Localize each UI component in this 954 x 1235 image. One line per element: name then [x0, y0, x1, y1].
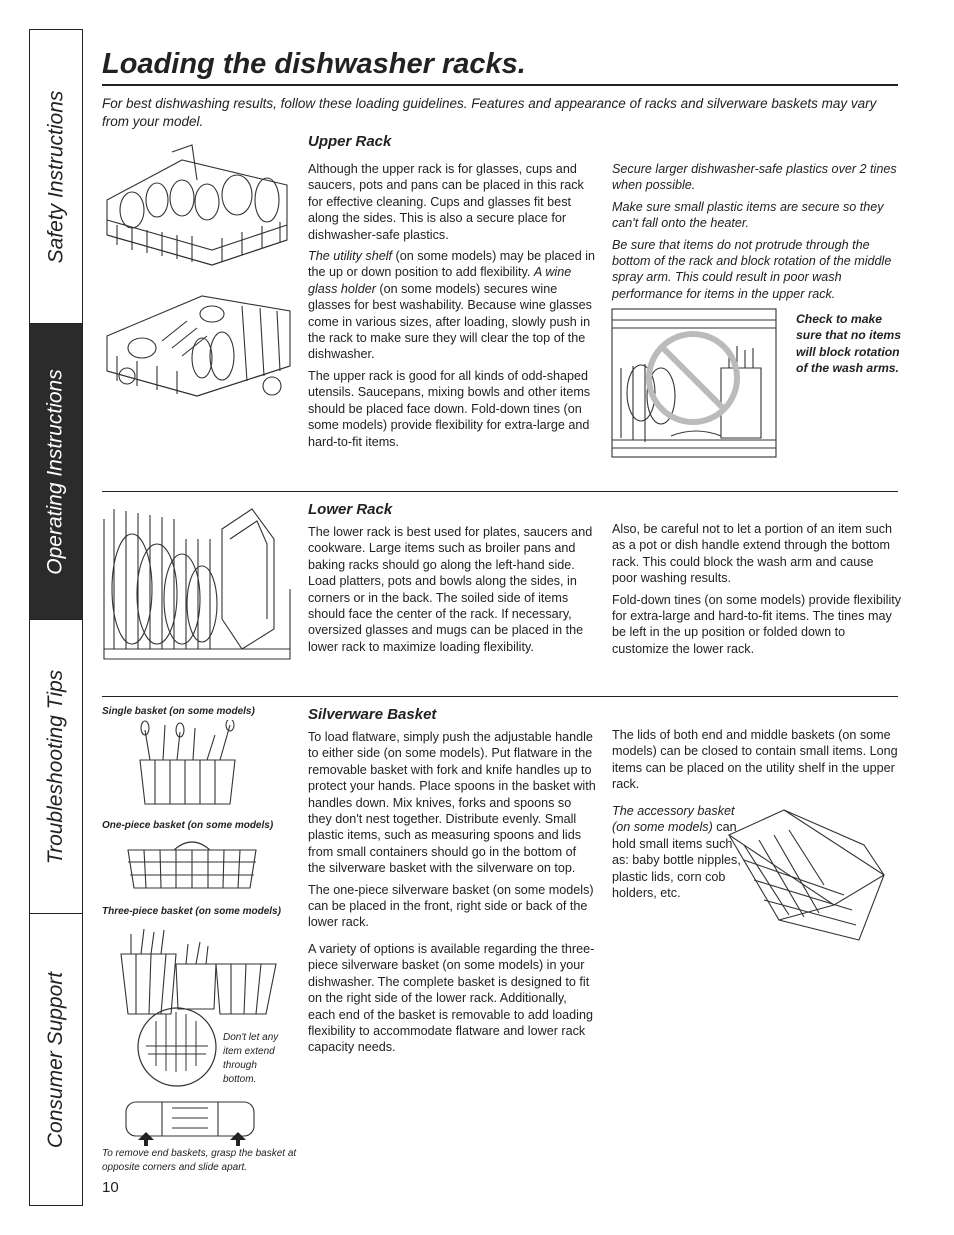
utility-shelf-term: The utility shelf	[308, 249, 392, 264]
tab-safety-instructions[interactable]	[30, 30, 82, 324]
end-basket-removal-illustration	[122, 1098, 258, 1146]
upper-rack-tips	[612, 161, 902, 307]
section-divider	[102, 491, 898, 492]
tab-label: Safety Instructions	[44, 90, 67, 263]
lower-rack-tips	[612, 521, 902, 662]
single-basket-caption: Single basket (on some models)	[102, 706, 255, 717]
upper-rack-paragraph-1: Although the upper rack is for glasses, cups and saucers, pots and pans can be placed in this rack for effective cleaning. Cups and glasses fit best along the sides. This is also a secure place for dishwasher-safe plastics.	[308, 162, 584, 242]
wine-glass-holder-term: A wine glass holder	[308, 265, 572, 296]
basket-bottom-closeup-illustration	[136, 1006, 218, 1088]
one-piece-basket-illustration	[124, 838, 260, 892]
wine-glass-holder-illustration	[102, 286, 292, 398]
upper-rack-text	[308, 161, 596, 455]
tip-protrude: Be sure that items do not protrude through the bottom of the rack and block rotation of the middle spray arm. This could result in poor wash performance for items in the upper rack.	[612, 237, 892, 301]
upper-rack-illustration	[102, 140, 292, 268]
tip-small-plastics: Make sure small plastic items are secure so they can't fall onto the heater.	[612, 199, 884, 231]
silverware-text	[308, 729, 596, 1061]
three-piece-basket-caption: Three-piece basket (on some models)	[102, 906, 281, 917]
remove-end-baskets-caption: To remove end baskets, grasp the basket at opposite corners and slide apart.	[102, 1148, 297, 1173]
tab-label: Operating Instructions	[44, 368, 67, 575]
page-number: 10	[102, 1179, 119, 1196]
lower-rack-tip-handle: Also, be careful not to let a portion of an item such as a pot or dish handle extend through the bottom rack. This could block the wash arm and cause poor washing results.	[612, 522, 893, 586]
tab-troubleshooting-tips[interactable]	[30, 620, 82, 914]
paragraph-text: can hold small items such as: baby bottle nipples, plastic lids, corn cob holders, etc.	[612, 820, 741, 901]
upper-rack-paragraph-3: The upper rack is good for all kinds of odd-shaped utensils. Saucepans, mixing bowls and other items should be placed face down. Fold-down tines (on some models) provide flexibility for extra-large and hard-to-fit items.	[308, 368, 591, 449]
page-title: Loading the dishwasher racks.	[102, 48, 526, 80]
silverware-tips	[612, 727, 902, 802]
lower-rack-paragraph-1: The lower rack is best used for plates, saucers and cookware. Large items such as broiler pans and baking racks should go along the left-hand side. Load platters, pots and bowls along the sides, in corners or in the back. The soiled side of items should face the center of the rack. If necessary, oversized glasses and mugs can be placed in the lower rack to maximize loading flexibility.	[308, 525, 593, 654]
title-divider	[102, 84, 898, 86]
lower-rack-heading: Lower Rack	[308, 501, 393, 518]
wash-arm-check-illustration	[611, 308, 779, 460]
single-basket-illustration	[135, 720, 245, 806]
silverware-paragraph-2: The one-piece silverware basket (on some models) can be placed in the front, right side or back of the lower rack.	[308, 882, 594, 930]
tip-plastics: Secure larger dishwasher-safe plastics over 2 tines when possible.	[612, 162, 897, 193]
tab-consumer-support[interactable]	[30, 914, 82, 1205]
lower-rack-text	[308, 524, 596, 660]
dont-let-caption: Don't let any item extend through bottom.	[223, 1032, 279, 1085]
silverware-paragraph-1: To load flatware, simply push the adjustable handle to either side (on some models). Put flatware in the removable basket with fork and knife handles up to protect your hands. Place spoons in the basket with handles down. Mix knives, forks and spoons so they don't nest together. Distribute evenly. Small plastic items, such as measuring spoons and lids from small containers should go in the bottom of the silverware basket with the silverware on top.	[308, 730, 596, 876]
tab-operating-instructions[interactable]	[30, 324, 82, 620]
tab-label: Consumer Support	[44, 971, 68, 1148]
lower-rack-tip-tines: Fold-down tines (on some models) provide flexibility for extra-large and hard-to-fit items. The tines may be left in the up position or folded down to customize the lower rack.	[612, 592, 902, 656]
paragraph-text: (on some models) may be placed in the up or down position to add flexibility.	[308, 249, 595, 280]
accessory-basket-illustration	[724, 805, 892, 945]
check-wash-arms-caption: Check to make sure that no items will block rotation of the wash arms.	[796, 312, 901, 376]
upper-rack-paragraph-2	[308, 248, 596, 363]
intro-text: For best dishwashing results, follow these loading guidelines. Features and appearance of racks and silverware baskets may vary from your model.	[102, 96, 877, 129]
upper-rack-heading: Upper Rack	[308, 133, 392, 150]
silverware-basket-heading: Silverware Basket	[308, 706, 437, 723]
section-divider	[102, 696, 898, 697]
lower-rack-illustration	[102, 499, 294, 664]
paragraph-text: (on some models) secures wine glasses for best washability. Because wine glasses come in various sizes, after loading, slowly push in the rack to make sure they will clear the top of the dishwasher.	[308, 281, 592, 362]
sidebar-tabs	[29, 29, 83, 1206]
tab-label: Troubleshooting Tips	[44, 669, 67, 864]
one-piece-basket-caption: One-piece basket (on some models)	[102, 820, 274, 831]
silverware-lids-paragraph: The lids of both end and middle baskets (on some models) can be closed to contain small items. Long items can be placed on the utility shelf in the upper rack.	[612, 728, 898, 792]
accessory-basket-term: The accessory basket (on some models)	[612, 804, 735, 835]
silverware-paragraph-3: A variety of options is available regarding the three-piece silverware basket (on some models) in your dishwasher. The complete basket is designed to fit on the right side of the lower rack. Additionally, each end of the basket is removable to add loading flexibility to accommodate flatware and lower rack capacity needs.	[308, 941, 595, 1055]
